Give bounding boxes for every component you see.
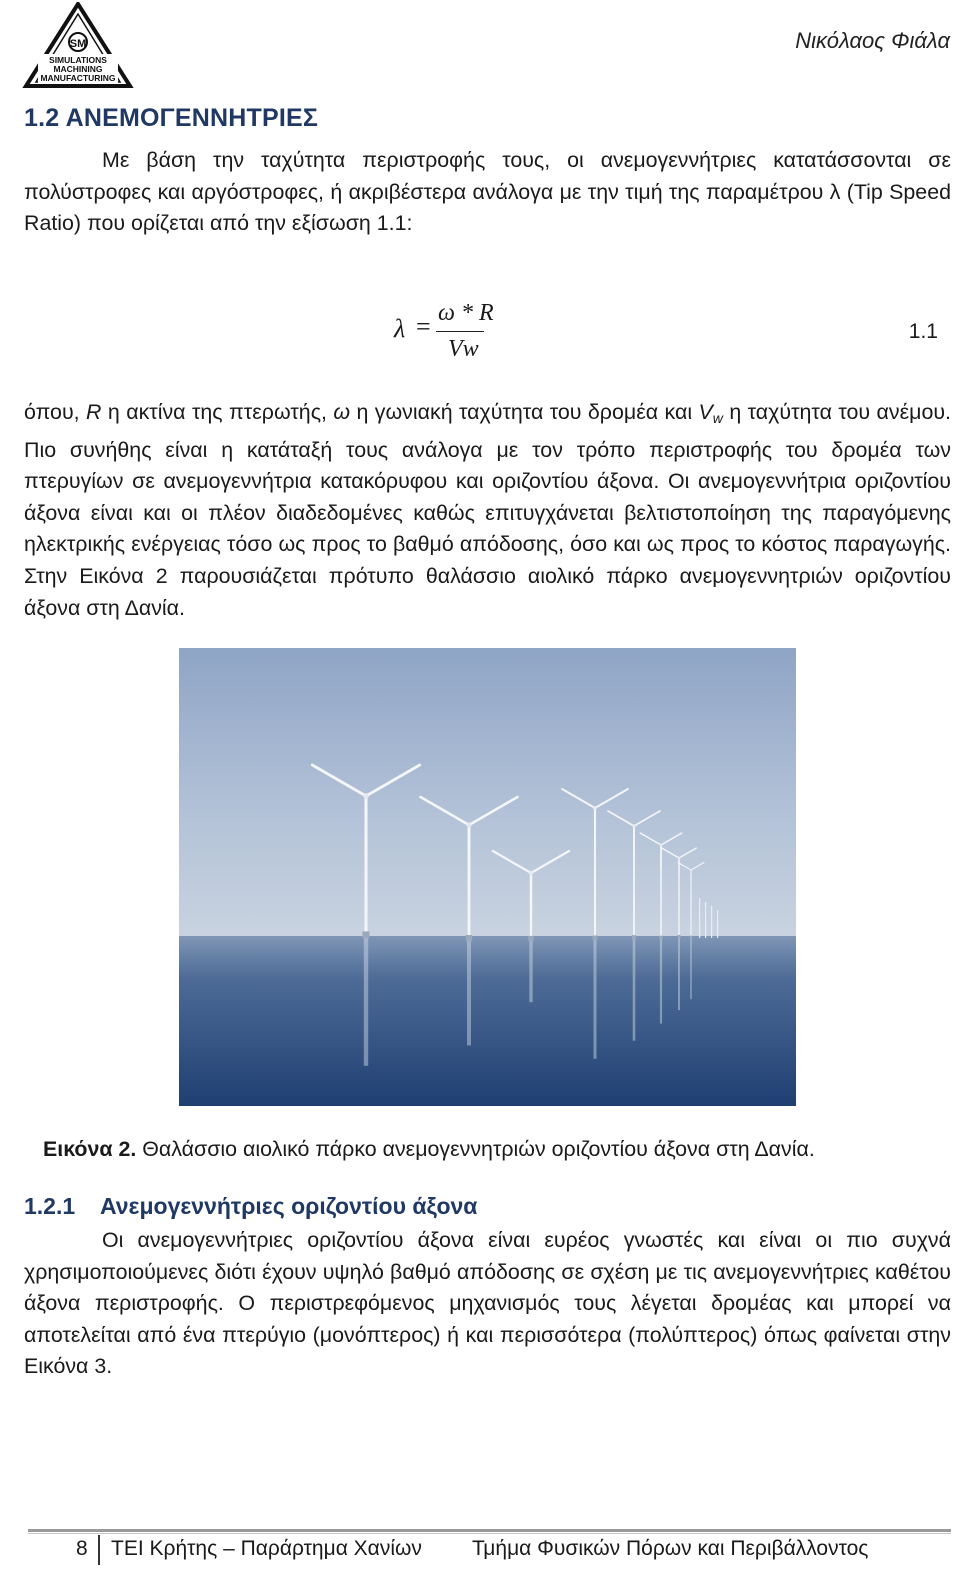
footer-rule-thin: [28, 1533, 951, 1534]
logo-monogram: SM: [69, 38, 87, 50]
logo-text-2: MACHINING: [53, 64, 103, 74]
footer-separator: [98, 1535, 100, 1565]
p2-var-omega: ω: [333, 400, 351, 424]
p2-part1: όπου,: [24, 400, 87, 424]
distant-turbine: [711, 906, 712, 938]
paragraph-intro-text: Με βάση την ταχύτητα περιστροφής τους, οι ανεμογεννήτριες κατατάσσονται σε πολύστροφες και αργόστροφες, ή ακριβέστερα ανάλογα με την τιμή της παραμέτρου λ (Tip Speed Ratio) που ορίζεται από την εξίσωση 1.1:: [24, 148, 951, 236]
footer-institution: ΤΕΙ Κρήτης – Παράρτημα Χανίων: [111, 1537, 422, 1560]
subsection-text: Ανεμογεννήτριες οριζοντίου άξονα: [100, 1193, 478, 1219]
paragraph-horizontal-axis: [24, 1225, 951, 1383]
p2-var-v: V: [698, 400, 713, 424]
logo-text-1: SIMULATIONS: [49, 55, 107, 65]
sky: [179, 648, 796, 938]
p2-part2: η ακτίνα της πτερωτής,: [101, 400, 334, 424]
subsection-title: [24, 1193, 477, 1220]
page-number: 8: [76, 1537, 88, 1560]
p2-part4: η ταχύτητα του ανέμου. Πιο συνήθης είναι η κατάταξή τους ανάλογα με τον τρόπο περιστροφής του δρομέα των πτερυγίων σε ανεμογεννήτρια κατακόρυφου και οριζοντίου άξονα. Οι ανεμογεννήτρια οριζοντίου άξονα είναι και οι πλέον διαδεδομένες καθώς επιτυγχάνεται βελτιστοποίηση της παραγόμενης ηλεκτρικής ενέργειας τόσο ως προς το βαθμό απόδοσης, όσο και ως προς το κόστος παραγωγής. Στην Εικόνα 2 παρουσιάζεται πρότυπο θαλάσσιο αιολικό πάρκο ανεμογεννητριών οριζοντίου άξονα στη Δανία.: [24, 400, 951, 620]
author-name: Νικόλαος Φιάλα: [795, 28, 950, 53]
equation-1-1: [390, 298, 510, 370]
p2-var-r: R: [86, 400, 102, 424]
paragraph-horizontal-axis-text: Οι ανεμογεννήτριες οριζοντίου άξονα είναι ευρέος γνωστές και είναι οι πιο συχνά χρησιμοποιούμενες διότι έχουν υψηλό βαθμό απόδοσης σε σχέση με τις ανεμογεννήτριες καθέτου άξονα περιστροφής. Ο περιστρεφόμενος μηχανισμός τους λέγεται δρομέας και μπορεί να αποτελείται από ένα πτερύγιο (μονόπτερος) ή και περισσότερα (πολύπτερος) όπως φαίνεται στην Εικόνα 3.: [24, 1228, 951, 1379]
distant-turbine: [705, 902, 706, 938]
eq-numerator: ω * R: [438, 300, 494, 326]
sm-logo: [22, 2, 134, 90]
footer-rule: [28, 1529, 951, 1532]
subsection-number: 1.2.1: [24, 1193, 76, 1219]
distant-turbine: [699, 898, 700, 938]
figure-caption: [43, 1137, 815, 1162]
equation-label: 1.1: [908, 320, 938, 343]
p2-part3: η γωνιακή ταχύτητα του δρομέα και: [350, 400, 699, 424]
distant-turbine: [717, 910, 718, 938]
p2-var-w-subscript: w: [712, 410, 723, 426]
sea: [179, 936, 796, 1106]
paragraph-definitions: [24, 397, 951, 624]
eq-lambda: λ: [394, 314, 406, 343]
footer-department: Τμήμα Φυσικών Πόρων και Περιβάλλοντος: [472, 1537, 869, 1560]
logo-text-3: MANUFACTURING: [40, 73, 116, 83]
paragraph-intro: [24, 145, 951, 240]
section-title: 1.2 ΑΝΕΜΟΓΕΝΝΗΤΡΙΕΣ: [24, 104, 319, 132]
wind-farm-photo: [179, 648, 796, 1106]
caption-label: Εικόνα 2.: [43, 1137, 137, 1161]
eq-denominator: Vw: [448, 336, 479, 362]
caption-text: Θαλάσσιο αιολικό πάρκο ανεμογεννητριών οριζοντίου άξονα στη Δανία.: [136, 1137, 815, 1161]
eq-fraction-bar: [436, 331, 484, 332]
eq-equals: =: [416, 312, 431, 341]
